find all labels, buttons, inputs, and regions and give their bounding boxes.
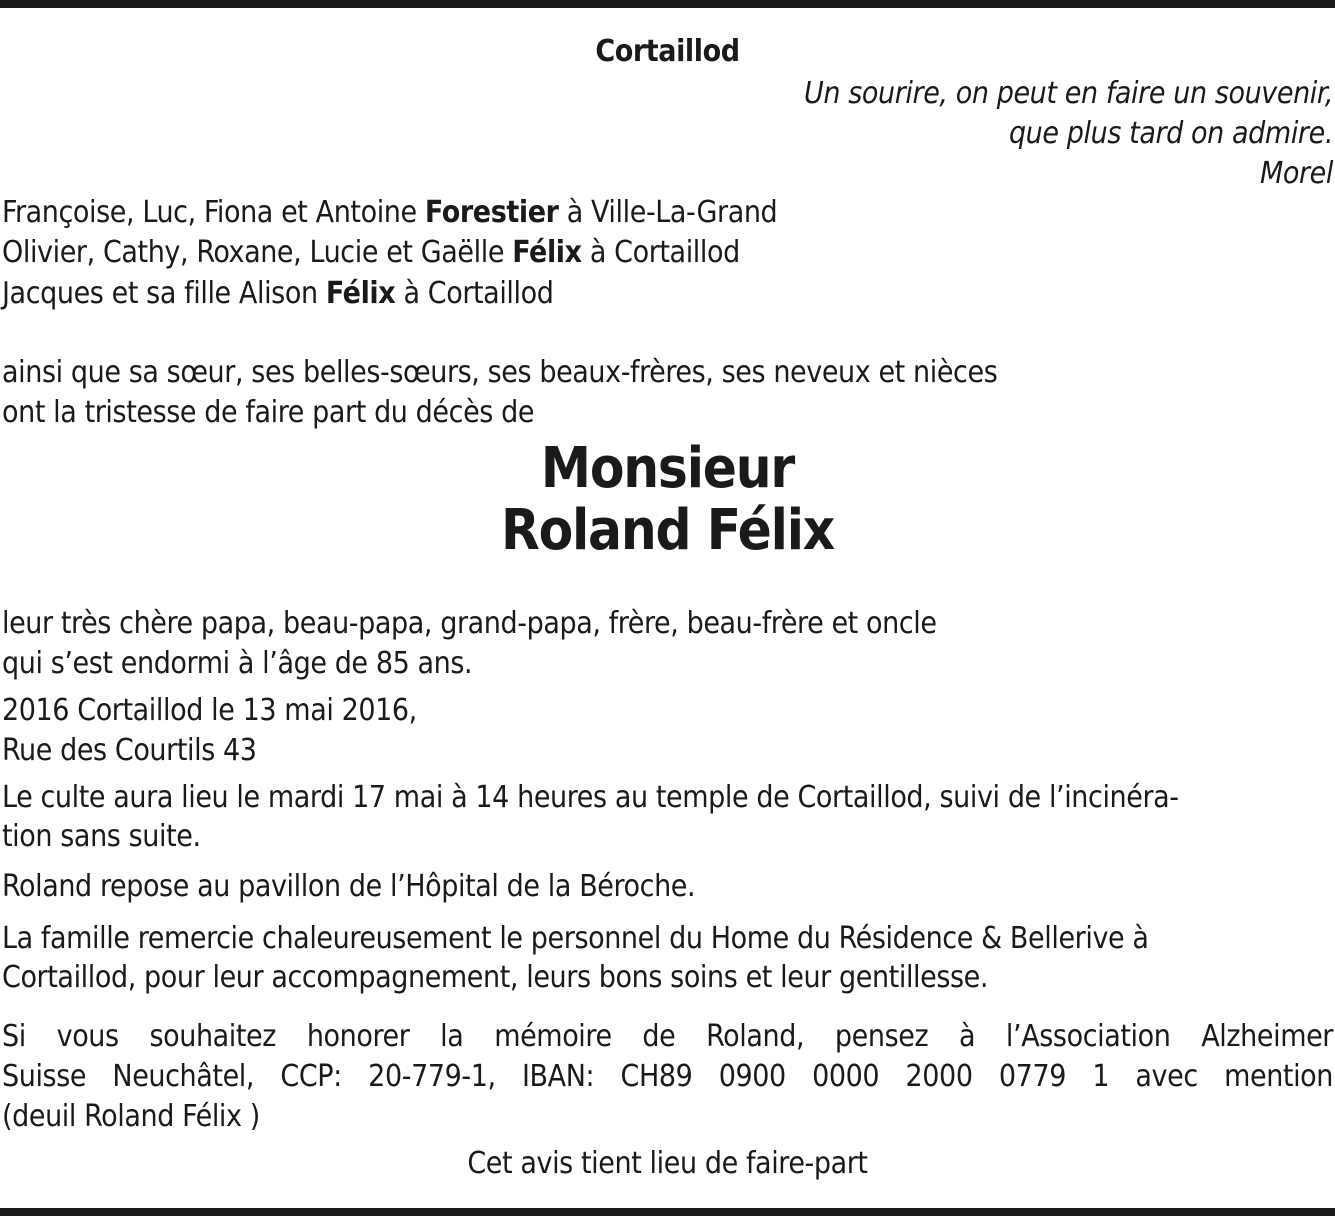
thanks-line-2: Cortaillod, pour leur accompagnement, leurs bons soins et leur gentillesse. bbox=[2, 960, 989, 995]
deceased-title: Monsieur bbox=[540, 436, 795, 501]
donation-line-3: (deuil Roland Félix ) bbox=[2, 1099, 260, 1134]
family-place: à Cortaillod bbox=[581, 235, 740, 270]
family-names: Olivier, Cathy, Roxane, Lucie et Gaëlle bbox=[2, 235, 513, 270]
donation-line-2: Suisse Neuchâtel, CCP: 20-779-1, IBAN: CH89 0900 0000 2000 0779 1 avec mention bbox=[2, 1059, 1333, 1094]
thanks-line-1: La famille remercie chaleureusement le personnel du Home du Résidence & Bellerive à bbox=[2, 921, 1149, 956]
family-line bbox=[2, 233, 740, 273]
family-names: Jacques et sa fille Alison bbox=[2, 276, 326, 311]
family-line bbox=[2, 193, 777, 233]
repose-line: Roland repose au pavillon de l’Hôpital de la Béroche. bbox=[2, 869, 696, 904]
family-surname: Félix bbox=[325, 276, 396, 311]
service-line-1: Le culte aura lieu le mardi 17 mai à 14 heures au temple de Cortaillod, suivi de l’incinéra- bbox=[2, 780, 1179, 815]
footer-notice: Cet avis tient lieu de faire-part bbox=[467, 1146, 868, 1181]
family-surname: Forestier bbox=[424, 195, 559, 230]
top-rule bbox=[0, 0, 1335, 8]
intro-line-1: ainsi que sa sœur, ses belles-sœurs, ses beaux-frères, ses neveux et nièces bbox=[2, 355, 998, 390]
location-heading: Cortaillod bbox=[595, 34, 740, 69]
date-place: 2016 Cortaillod le 13 mai 2016, bbox=[2, 693, 417, 728]
family-line bbox=[2, 274, 553, 314]
relation-line-2: qui s’est endormi à l’âge de 85 ans. bbox=[2, 646, 473, 681]
quote-author: Morel bbox=[1259, 156, 1333, 191]
family-surname: Félix bbox=[512, 235, 582, 270]
deceased-name: Roland Félix bbox=[500, 498, 835, 563]
donation-line-1: Si vous souhaitez honorer la mémoire de Roland, pensez à l’Association Alzheimer bbox=[2, 1019, 1333, 1054]
family-place: à Ville-La-Grand bbox=[558, 195, 778, 230]
relation-line-1: leur très chère papa, beau-papa, grand-papa, frère, beau-frère et oncle bbox=[2, 606, 937, 641]
address: Rue des Courtils 43 bbox=[2, 733, 257, 768]
family-place: à Cortaillod bbox=[395, 276, 554, 311]
bottom-rule bbox=[0, 1208, 1335, 1216]
intro-line-2: ont la tristesse de faire part du décès de bbox=[2, 395, 535, 430]
quote-line-1: Un sourire, on peut en faire un souvenir, bbox=[804, 76, 1333, 111]
service-line-2: tion sans suite. bbox=[2, 819, 201, 854]
family-names: Françoise, Luc, Fiona et Antoine bbox=[2, 195, 425, 230]
quote-line-2: que plus tard on admire. bbox=[1008, 116, 1333, 151]
